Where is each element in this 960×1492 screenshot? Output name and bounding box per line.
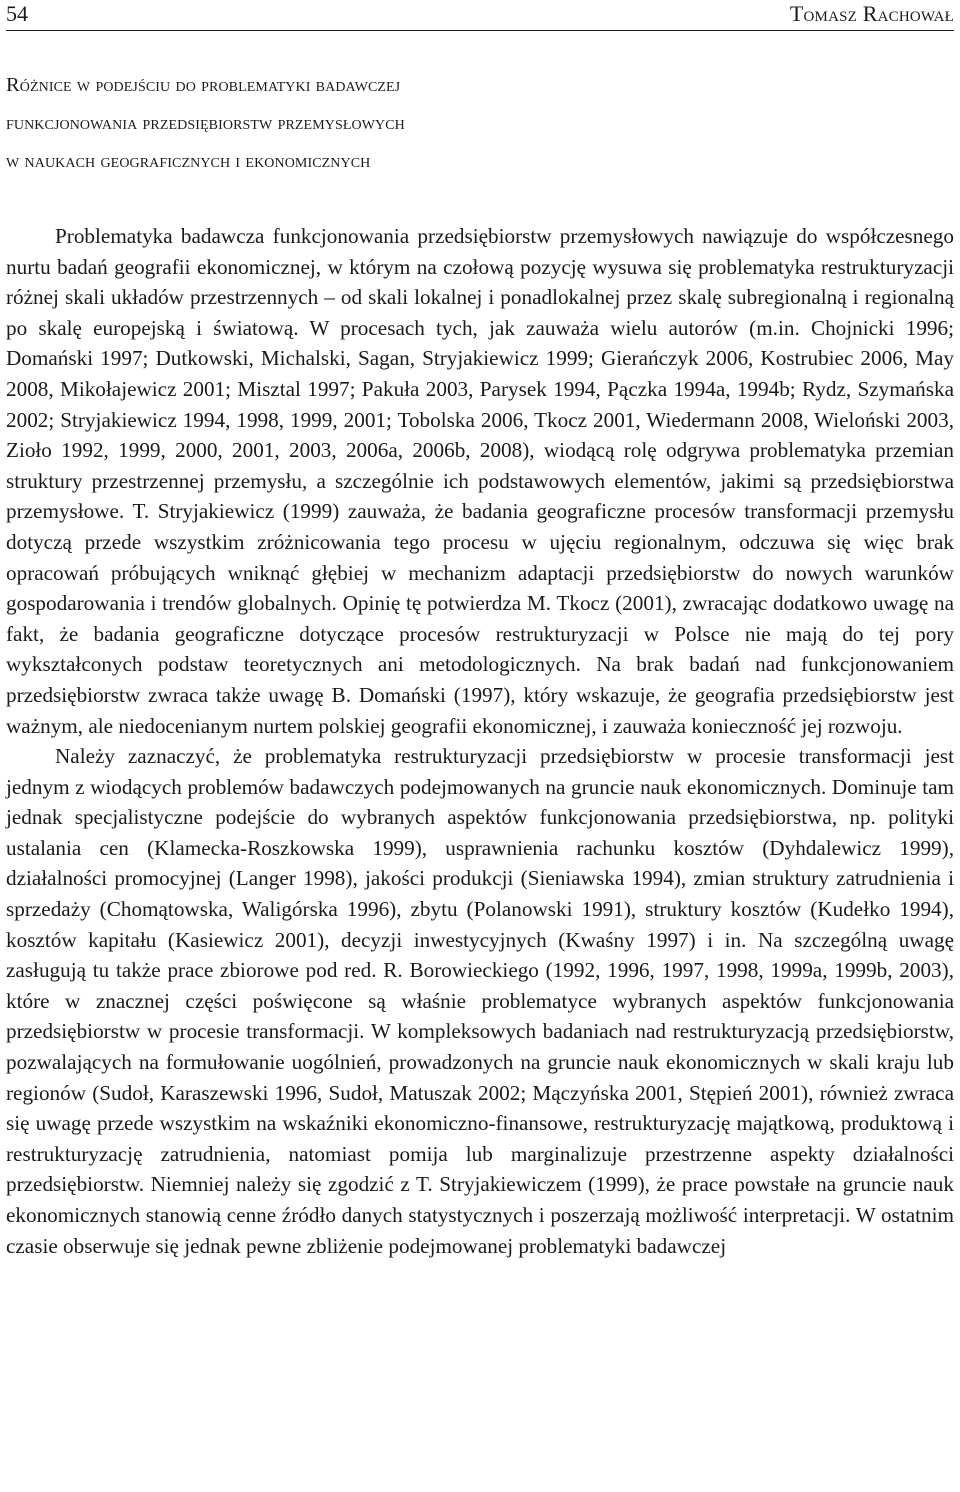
running-head-author: Tomasz Rachował bbox=[789, 1, 954, 26]
body-text bbox=[6, 221, 954, 1261]
section-title-line: funkcjonowania przedsiębiorstw przemysłowych bbox=[6, 112, 405, 134]
running-header bbox=[6, 0, 954, 31]
paragraph: Należy zaznaczyć, że problematyka restrukturyzacji przedsiębiorstw w procesie transformacji jest jednym z wiodących problemów badawczych podejmowanych na gruncie nauk ekonomicznych. Dominuje tam jednak specjalistyczne podejście do wybranych aspektów funkcjonowania przedsiębiorstwa, np. polityki ustalania cen (Klamecka-Roszkowska 1999), usprawnienia rachunku kosztów (Dyhdalewicz 1999), działalności promocyjnej (Langer 1998), jakości produkcji (Sieniawska 1994), zmian struktury zatrudnienia i sprzedaży (Chomątowska, Waligórska 1996), zbytu (Polanowski 1991), struktury kosztów (Kudełko 1994), kosztów kapitału (Kasiewicz 2001), decyzji inwestycyjnych (Kwaśny 1997) i in. Na szczególną uwagę zasługują tu także prace zbiorowe pod red. R. Borowieckiego (1992, 1996, 1997, 1998, 1999a, 1999b, 2003), które w znacznej części poświęcone są właśnie problematyce wybranych aspektów funkcjonowania przedsiębiorstw w procesie transformacji. W kompleksowych badaniach nad restrukturyzacją przedsiębiorstw, pozwalających na formułowanie uogólnień, prowadzonych na gruncie nauk ekonomicznych w skali kraju lub regionów (Sudoł, Karaszewski 1996, Sudoł, Matuszak 2002; Mączyńska 2001, Stępień 2001), również zwraca się uwagę przede wszystkim na wskaźniki ekonomiczno-finansowe, restrukturyzację majątkową, produktową i restrukturyzację zatrudnienia, natomiast pomija lub marginalizuje przestrzenne aspekty działalności przedsiębiorstw. Niemniej należy się zgodzić z T. Stryjakiewiczem (1999), że prace powstałe na gruncie nauk ekonomicznych stanowią cenne źródło danych statystycznych i poszerzają możliwość interpretacji. W ostatnim czasie obserwuje się jednak pewne zbliżenie podejmowanej problematyki badawczej bbox=[6, 744, 954, 1258]
page-number: 54 bbox=[6, 1, 28, 26]
section-title bbox=[6, 66, 954, 180]
section-title-line: w naukach geograficznych i ekonomicznych bbox=[6, 150, 371, 172]
paragraph: Problematyka badawcza funkcjonowania przedsiębiorstw przemysłowych nawiązuje do współczesnego nurtu badań geografii ekonomicznej, w którym na czołową pozycję wysuwa się problematyka restrukturyzacji różnej skali układów przestrzennych – od skali lokalnej i ponadlokalnej przez skalę subregionalną i regionalną po skalę europejską i światową. W procesach tych, jak zauważa wielu autorów (m.in. Chojnicki 1996; Domański 1997; Dutkowski, Michalski, Sagan, Stryjakiewicz 1999; Gierańczyk 2006, Kostrubiec 2006, May 2008, Mikołajewicz 2001; Misztal 1997; Pakuła 2003, Parysek 1994, Pączka 1994a, 1994b; Rydz, Szymańska 2002; Stryjakiewicz 1994, 1998, 1999, 2001; Tobolska 2006, Tkocz 2001, Wiedermann 2008, Wieloński 2003, Zioło 1992, 1999, 2000, 2001, 2003, 2006a, 2006b, 2008), wiodącą rolę odgrywa problematyka przemian struktury przestrzennej przemysłu, a szczególnie ich podstawowych elementów, jakimi są przedsiębiorstwa przemysłowe. T. Stryjakiewicz (1999) zauważa, że badania geograficzne procesów transformacji przemysłu dotyczą przede wszystkim zróżnicowania tego procesu w ujęciu regionalnym, odczuwa się więc brak opracowań próbujących wniknąć głębiej w mechanizm adaptacji przedsiębiorstw do nowych warunków gospodarowania i trendów globalnych. Opinię tę potwierdza M. Tkocz (2001), zwracając dodatkowo uwagę na fakt, że badania geograficzne dotyczące procesów restrukturyzacji w Polsce nie mają do tej pory wykształconych podstaw teoretycznych ani metodologicznych. Na brak badań nad funkcjonowaniem przedsiębiorstw zwraca także uwagę B. Domański (1997), który wskazuje, że geografia przedsiębiorstw jest ważnym, ale niedocenianym nurtem polskiej geografii ekonomicznej, i zauważa konieczność jej rozwoju. bbox=[6, 224, 954, 738]
section-title-line: Różnice w podejściu do problematyki badawczej bbox=[6, 74, 401, 96]
